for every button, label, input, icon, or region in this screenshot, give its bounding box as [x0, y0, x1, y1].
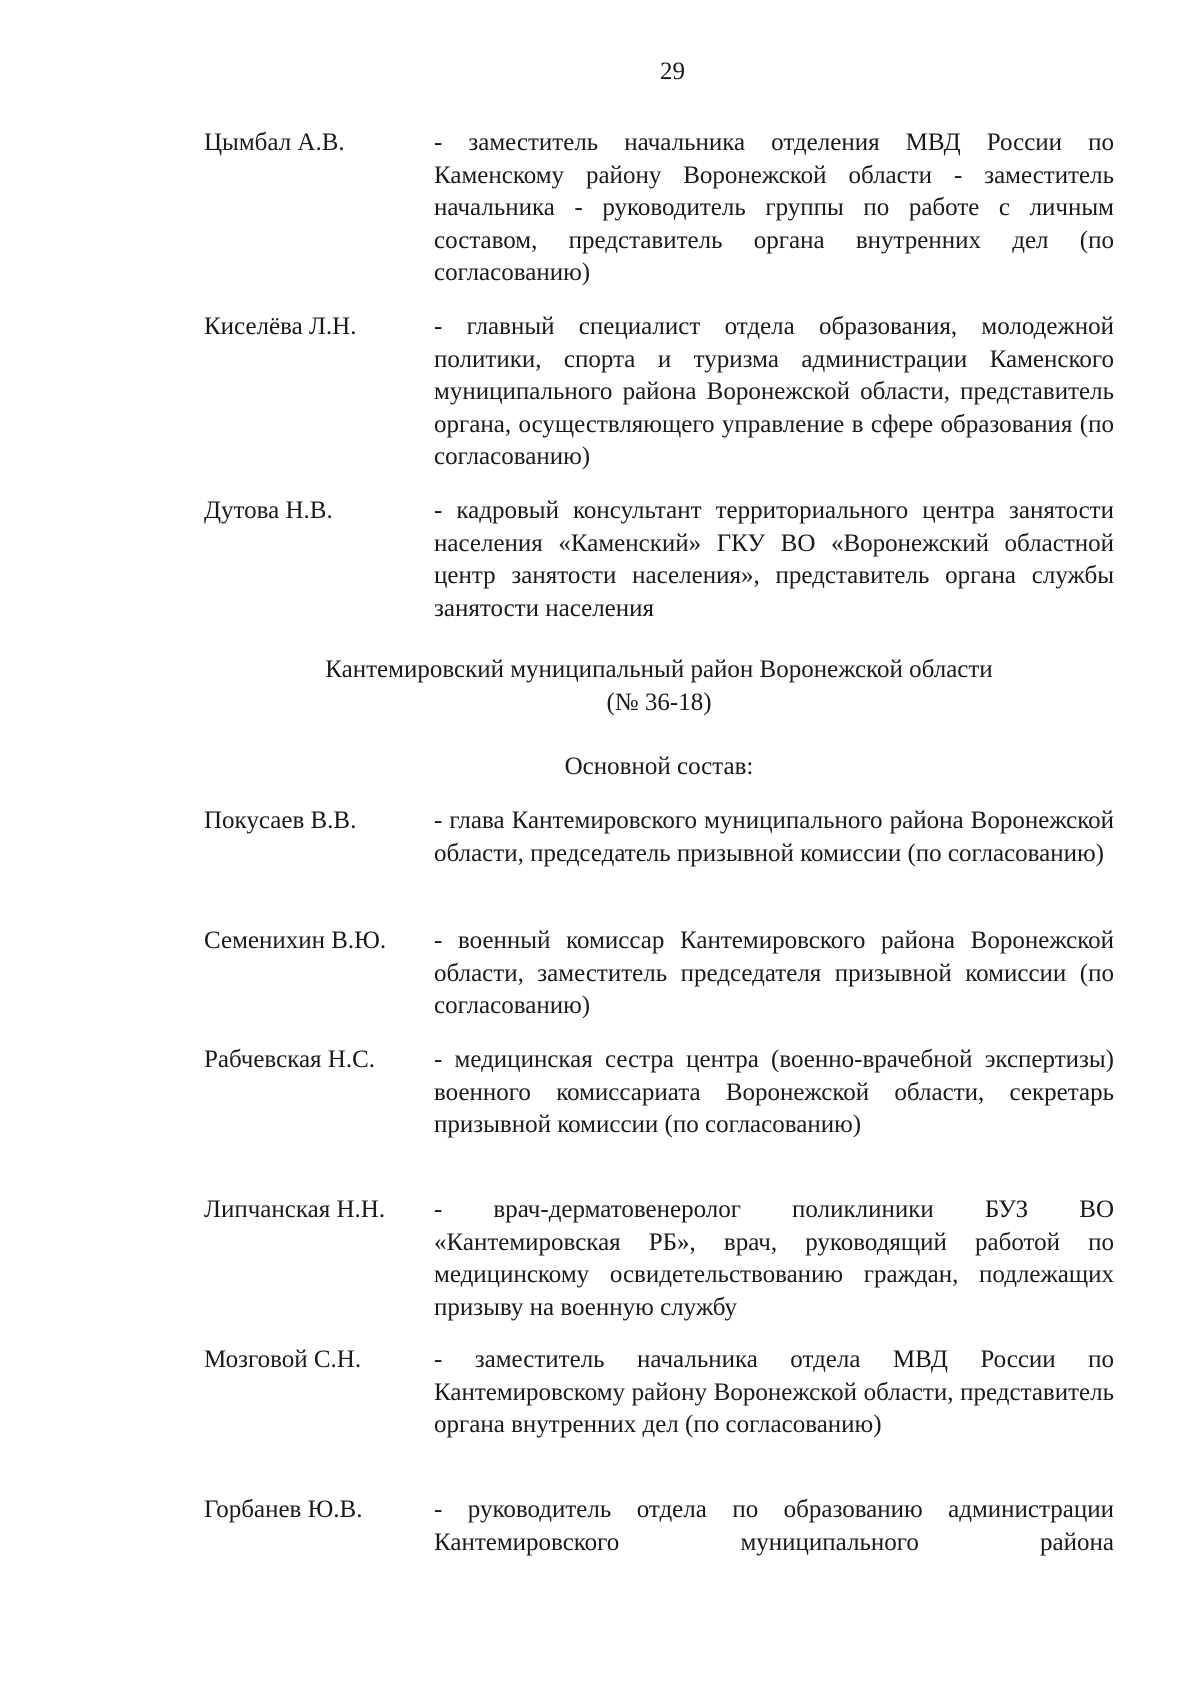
- member-description: - заместитель начальника отделения МВД России по Каменскому району Воронежской области - заместитель начальника - руководитель группы по работе с личным составом, представитель органа внутренних дел (по согласованию): [434, 129, 1114, 286]
- member-description: - врач-дерматовенеролог поликлиники БУЗ ВО «Кантемировская РБ», врач, руководящий работой по медицинскому освидетельствованию граждан, подлежащих призыву на военную службу: [434, 1196, 1114, 1321]
- member-description: - глава Кантемировского муниципального района Воронежской области, председатель призывной комиссии (по согласованию): [434, 807, 1114, 867]
- member-name: Мозговой С.Н.: [204, 1346, 362, 1373]
- member-entry: [204, 1044, 1114, 1142]
- page-number: 29: [660, 58, 685, 85]
- member-entry: [204, 805, 1114, 870]
- member-name: Липчанская Н.Н.: [204, 1196, 386, 1223]
- member-name: Семенихин В.Ю.: [204, 927, 387, 954]
- member-description: - заместитель начальника отдела МВД России по Кантемировскому району Воронежской области, представитель органа внутренних дел (по согласованию): [434, 1346, 1114, 1438]
- member-entry: [204, 1494, 1114, 1559]
- member-entry: [204, 1344, 1114, 1442]
- district-title: Кантемировский муниципальный район Воронежской области: [325, 656, 993, 683]
- member-entry: [204, 127, 1114, 290]
- member-description: - кадровый консультант территориального центра занятости населения «Каменский» ГКУ ВО «Воронежский областной центр занятости населения», представитель органа службы занятости населения: [434, 497, 1114, 622]
- member-description: - медицинская сестра центра (военно-врачебной экспертизы) военного комиссариата Воронежской области, секретарь призывной комиссии (по согласованию): [434, 1046, 1114, 1138]
- member-entry: [204, 495, 1114, 625]
- district-code: (№ 36-18): [606, 689, 712, 716]
- member-name: Киселёва Л.Н.: [204, 313, 357, 340]
- member-description: - руководитель отдела по образованию администрации Кантемировского муниципального района: [434, 1496, 1114, 1556]
- member-description: - военный комиссар Кантемировского района Воронежской области, заместитель председателя призывной комиссии (по согласованию): [434, 927, 1114, 1019]
- composition-label: Основной состав:: [564, 753, 754, 780]
- member-description: - главный специалист отдела образования, молодежной политики, спорта и туризма администрации Каменского муниципального района Воронежской области, представитель органа, осуществляющего управление в сфере образования (по согласованию): [434, 313, 1114, 470]
- member-entry: [204, 925, 1114, 1023]
- member-entry: [204, 311, 1114, 474]
- member-name: Покусаев В.В.: [204, 807, 357, 834]
- member-name: Цымбал А.В.: [204, 129, 345, 156]
- member-name: Дутова Н.В.: [204, 497, 333, 524]
- member-name: Горбанев Ю.В.: [204, 1496, 363, 1523]
- member-name: Рабчевская Н.С.: [204, 1046, 376, 1073]
- member-entry: [204, 1194, 1114, 1324]
